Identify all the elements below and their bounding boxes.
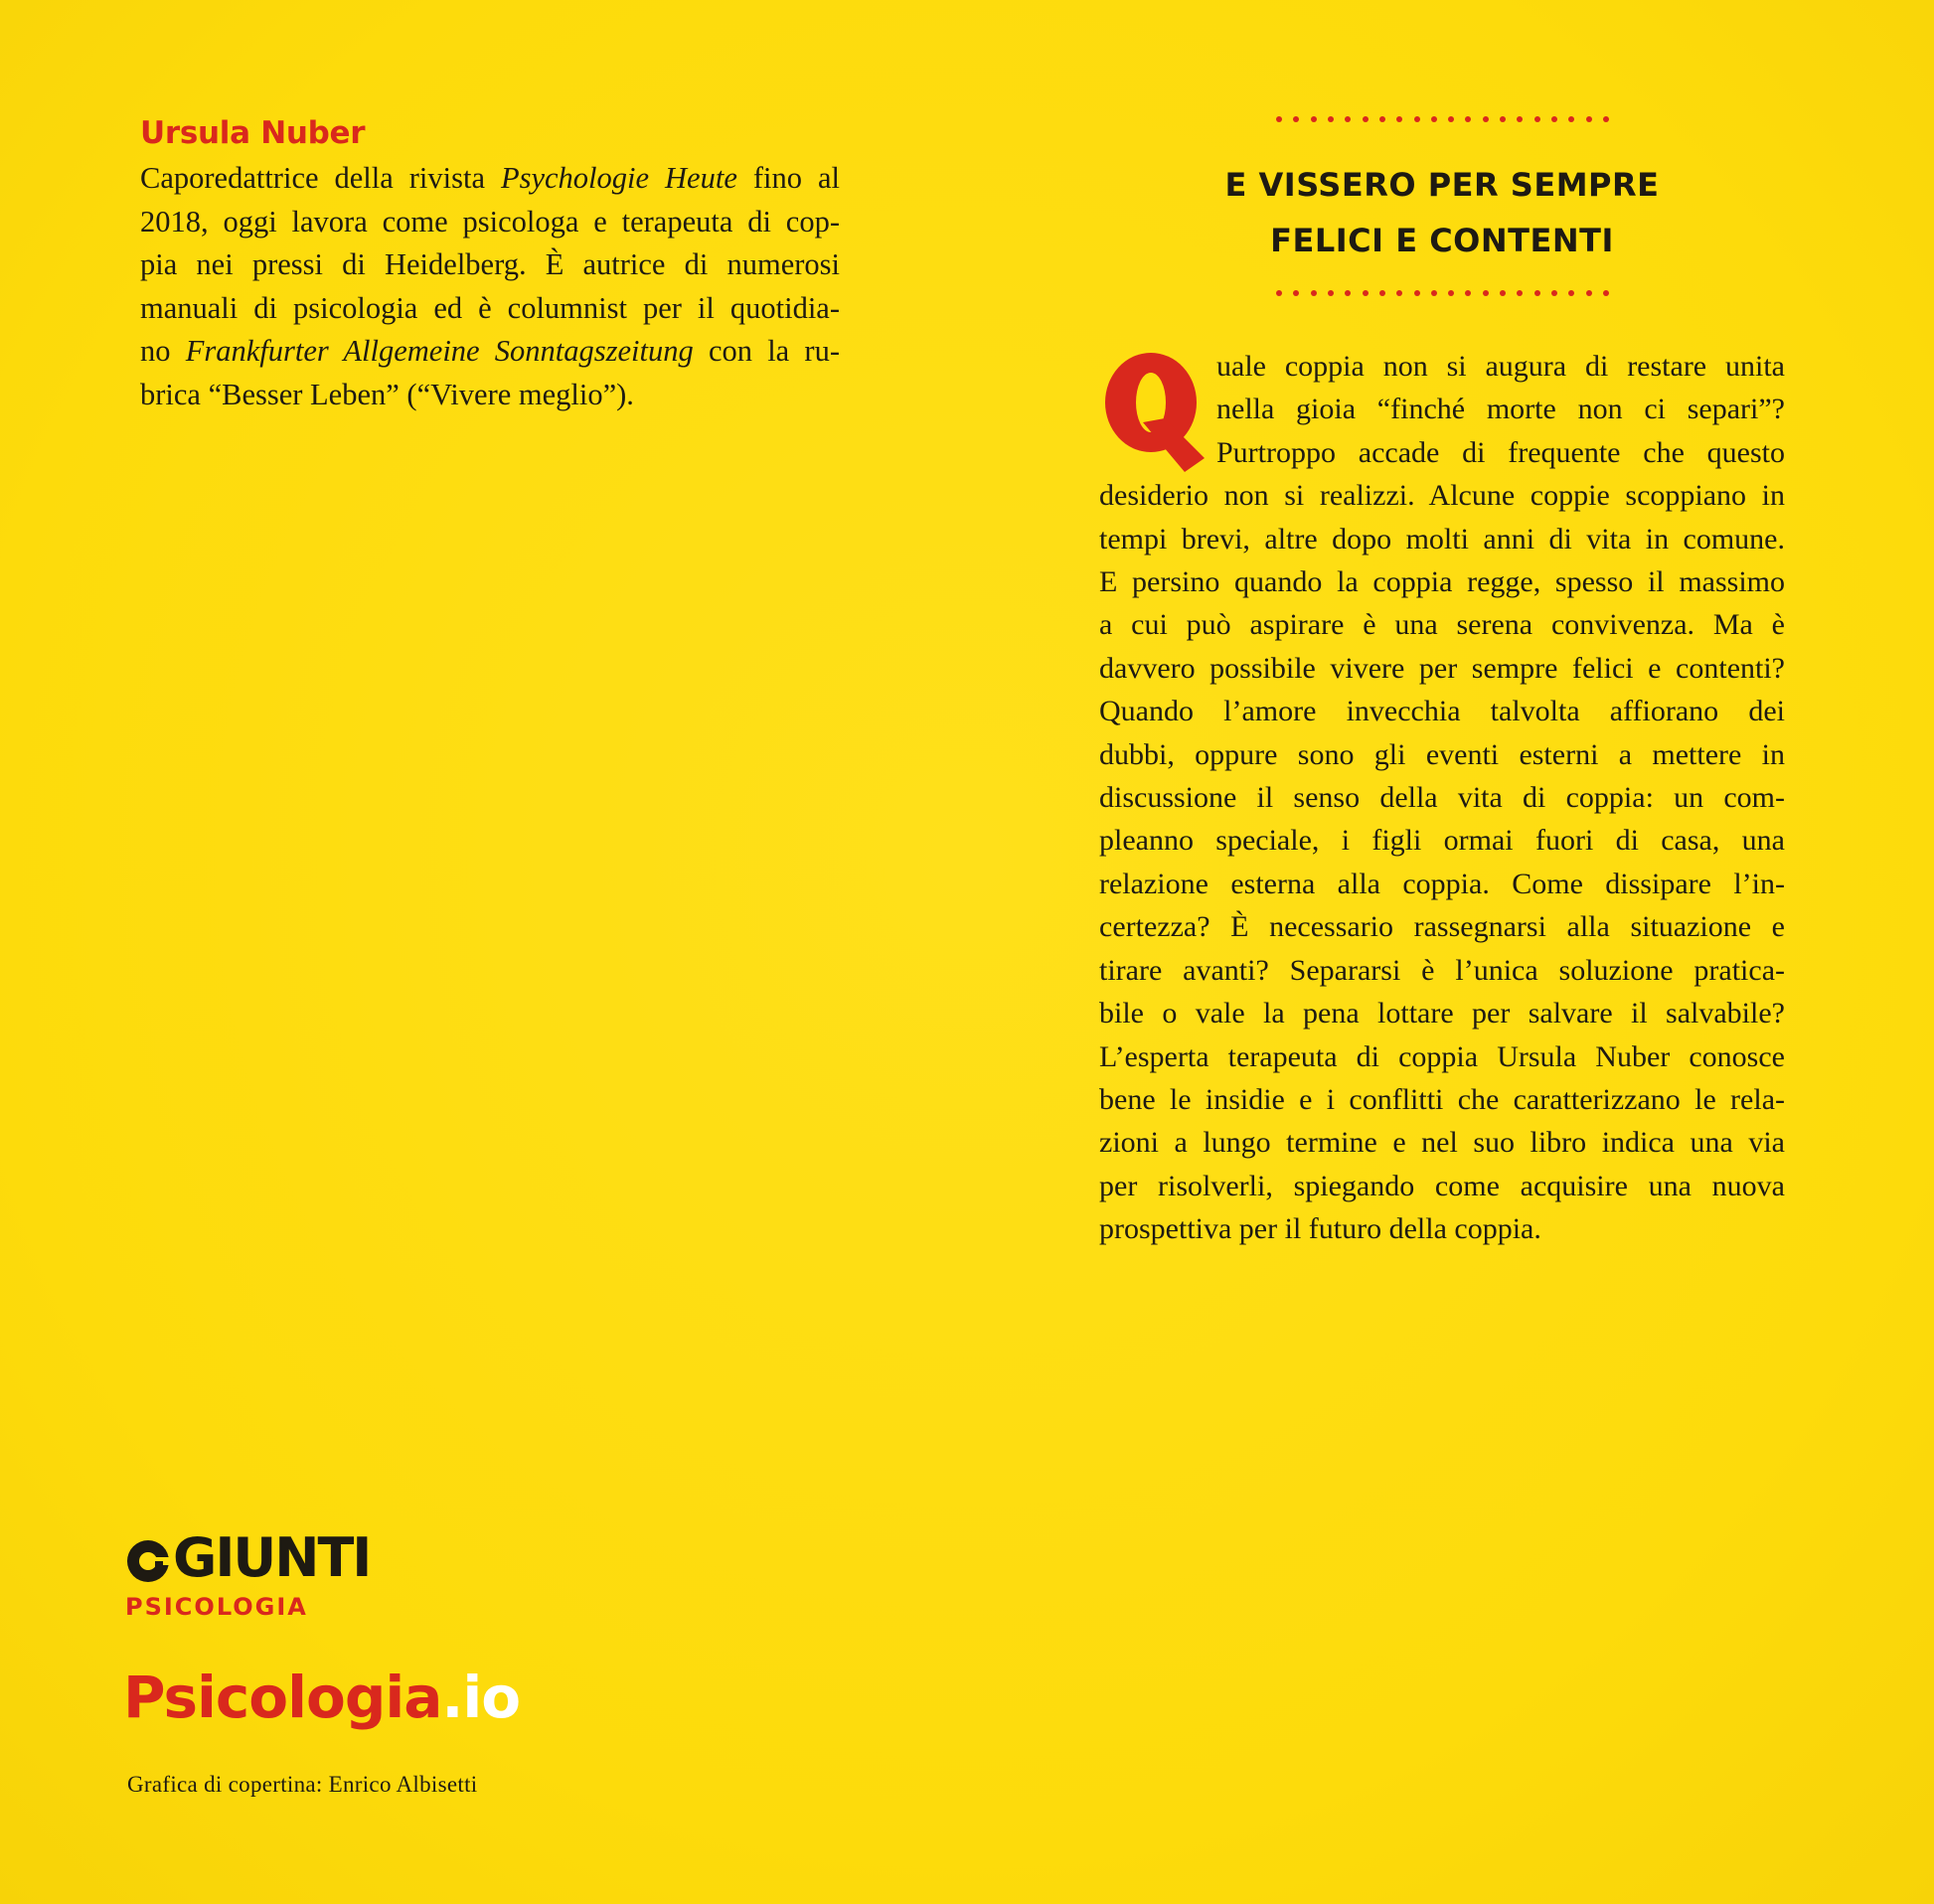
author-bio-italic: Frankfurter Allgemeine Sonntagszeitung [185,334,694,368]
dot [1448,116,1454,122]
blurb-line: discussione il senso della vita di coppia: un com- [1099,781,1785,815]
site-logo-part1: Psicologia [123,1664,442,1731]
blurb-line: Quando l’amore invecchia talvolta affiorano dei [1099,695,1785,728]
dot [1448,290,1454,296]
dot [1396,290,1402,296]
blurb-line: bene le insidie e i conflitti che caratterizzano le rela- [1099,1082,1785,1116]
dropcap-letter: Q [1150,436,1152,437]
author-bio-text: 2018, oggi lavora come psicologa e terapeuta di cop- [140,204,840,238]
blurb-line: per risolverli, spiegando come acquisire una nuova [1099,1169,1785,1202]
blurb-text [1099,345,1785,1251]
blurb-line: certezza? È necessario rassegnarsi alla situazione e [1099,910,1785,944]
author-section [140,113,840,416]
author-bio-text: manuali di psicologia ed è columnist per il quotidia- [140,290,840,325]
blurb-line: desiderio non si realizzi. Alcune coppie scoppiano in [1099,479,1785,513]
dot [1500,290,1506,296]
dot [1311,116,1317,122]
dot [1603,116,1609,122]
dot [1293,116,1299,122]
dot [1431,116,1437,122]
author-bio [140,157,840,416]
giunti-subtitle: PSICOLOGIA [125,1593,308,1621]
dot [1414,116,1420,122]
author-bio-italic: Psychologie Heute [500,161,737,195]
dot [1328,290,1334,296]
giunti-wordmark: GIUNTI [173,1526,371,1589]
book-title-line: FELICI E CONTENTI [1270,222,1614,259]
dot [1465,116,1471,122]
blurb-line: L’esperta terapeuta di coppia Ursula Nuber conosce [1099,1039,1785,1073]
blurb-line: davvero possibile vivere per sempre felici e contenti? [1099,651,1785,685]
author-bio-line [140,201,840,244]
cover-credit: Grafica di copertina: Enrico Albisetti [127,1772,478,1797]
dot [1568,290,1574,296]
psicologia-io-logo [123,1666,520,1729]
author-bio-line [140,243,840,287]
dot [1276,116,1282,122]
blurb-line: zioni a lungo termine e nel suo libro indica una via [1099,1126,1785,1160]
dotted-rule-bottom [1276,290,1609,298]
author-name: Ursula Nuber [140,115,366,151]
dot [1293,290,1299,296]
dot [1379,290,1385,296]
blurb-line: nella gioia “finché morte non ci separi”? [1216,393,1785,426]
dropcap-q [1099,347,1207,474]
dot [1586,116,1592,122]
blurb-line: tempi brevi, altre dopo molti anni di vita in comune. [1099,522,1785,555]
dot [1586,290,1592,296]
blurb-line: bile o vale la pena lottare per salvare il salvabile? [1099,997,1785,1031]
dot [1345,290,1351,296]
dot [1483,116,1489,122]
author-bio-text: con la ru- [693,334,840,368]
dot [1328,116,1334,122]
site-logo-part2: .io [441,1664,521,1731]
author-bio-text: fino al [736,161,840,195]
dotted-rule-top [1276,116,1609,124]
dot [1345,116,1351,122]
dot [1414,290,1420,296]
blurb-line: tirare avanti? Separarsi è l’unica soluzione pratica- [1099,953,1785,987]
blurb-line: a cui può aspirare è una serena convivenza. Ma è [1099,608,1785,642]
dot [1568,116,1574,122]
dot [1603,290,1609,296]
dot [1551,116,1557,122]
blurb-line: pleanno speciale, i figli ormai fuori di casa, una [1099,824,1785,858]
blurb-line: prospettiva per il futuro della coppia. [1099,1212,1541,1246]
dot [1517,290,1523,296]
blurb-line: relazione esterna alla coppia. Come dissipare l’in- [1099,867,1785,900]
dot [1276,290,1282,296]
dot [1465,290,1471,296]
dot [1500,116,1506,122]
dot [1534,290,1540,296]
dot [1431,290,1437,296]
author-bio-line [140,330,840,374]
author-bio-text: Caporedattrice della rivista [140,161,501,195]
dot [1363,290,1369,296]
giunti-g-icon [125,1538,171,1584]
author-bio-text: pia nei pressi di Heidelberg. È autrice di numerosi [140,247,840,281]
book-title-line: E VISSERO PER SEMPRE [1224,166,1660,204]
blurb-line: Purtroppo accade di frequente che questo [1216,435,1785,469]
dot [1396,116,1402,122]
dot [1483,290,1489,296]
dot [1551,290,1557,296]
dot [1379,116,1385,122]
book-title [1159,157,1725,268]
author-bio-line [140,287,840,331]
blurb-line: E persino quando la coppia regge, spesso il massimo [1099,565,1785,599]
author-bio-text: no [140,334,186,368]
dot [1363,116,1369,122]
dot [1534,116,1540,122]
dot [1311,290,1317,296]
author-bio-text: brica “Besser Leben” (“Vivere meglio”). [140,377,634,411]
author-bio-line [140,374,840,417]
author-bio-line [140,157,840,201]
blurb-section [1099,345,1785,1251]
dot [1517,116,1523,122]
blurb-line: dubbi, oppure sono gli eventi esterni a mettere in [1099,737,1785,771]
blurb-line: uale coppia non si augura di restare unita [1216,350,1785,383]
